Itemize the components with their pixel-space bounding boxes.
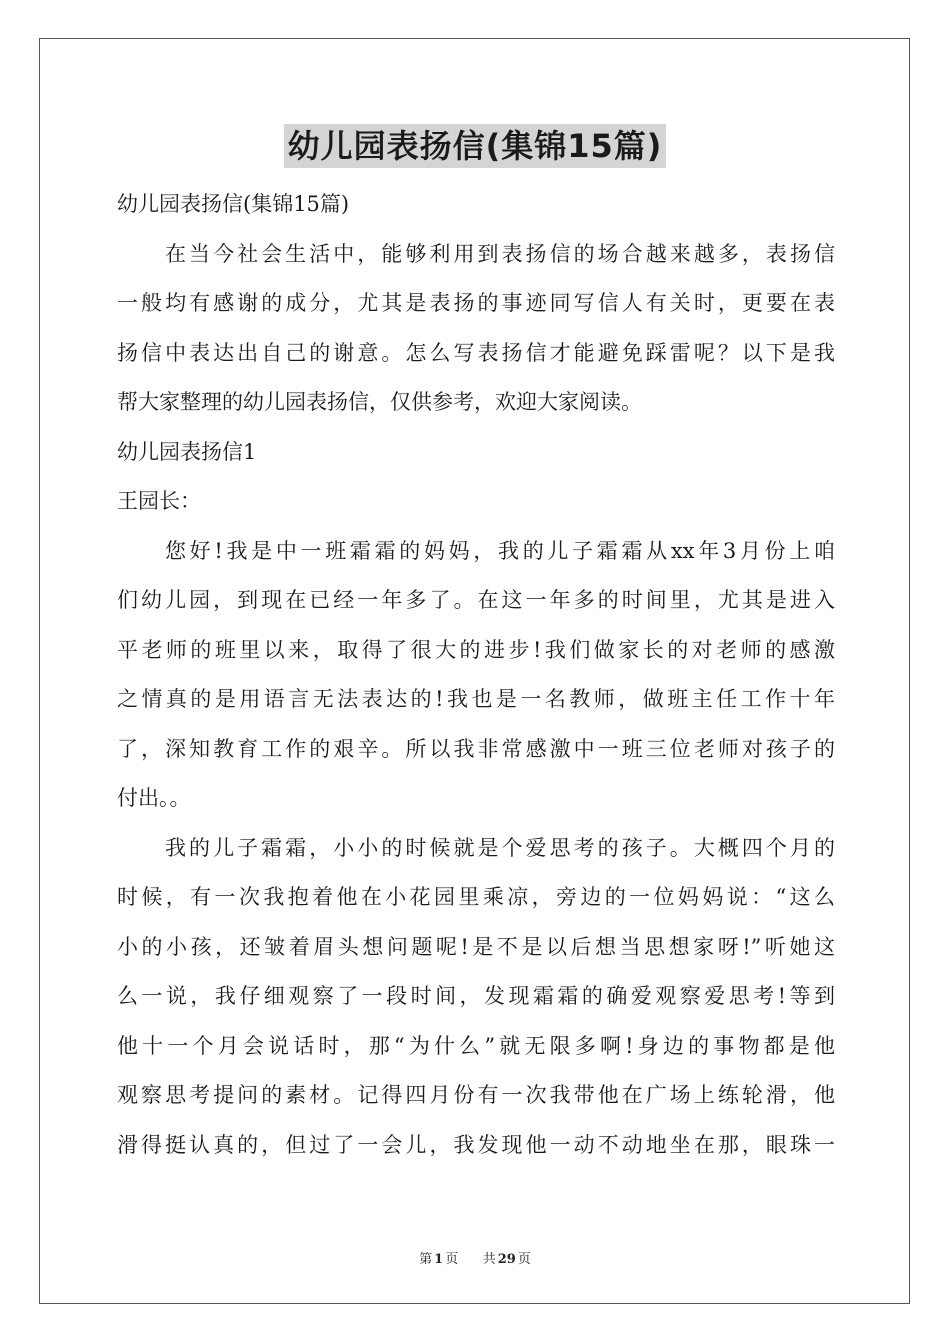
intro-line: 一般均有感谢的成分，尤其是表扬的事迹同写信人有关时，更要在表 (117, 291, 835, 315)
paragraph-line: 平老师的班里以来，取得了很大的进步!我们做家长的对老师的感激 (117, 637, 835, 662)
paragraph-line: 么一说，我仔细观察了一段时间，发现霜霜的确爱观察爱思考!等到 (117, 984, 835, 1008)
paragraph-line: 之情真的是用语言无法表达的!我也是一名教师，做班主任工作十年 (117, 687, 835, 711)
page-suffix: 页 (445, 1252, 459, 1267)
total-suffix: 页 (517, 1252, 531, 1267)
paragraph-line: 我的儿子霜霜，小小的时候就是个爱思考的孩子。大概四个月的 (165, 835, 835, 860)
page-footer (0, 1248, 950, 1267)
body-paragraph-2 (117, 824, 835, 1171)
intro-paragraph (117, 230, 835, 428)
intro-line: 帮大家整理的幼儿园表扬信，仅供参考，欢迎大家阅读。 (117, 390, 642, 414)
total-pages: 29 (497, 1252, 516, 1267)
document-title: 幼儿园表扬信(集锦15篇) (284, 124, 667, 168)
body-paragraph-1 (117, 527, 835, 824)
paragraph-line: 滑得挺认真的，但过了一会儿，我发现他一动不动地坐在那，眼珠一 (117, 1132, 835, 1157)
current-page: 1 (434, 1252, 444, 1267)
paragraph-line: 您好!我是中一班霜霜的妈妈，我的儿子霜霜从xx年3月份上咱 (165, 538, 835, 563)
salutation: 王园长： (117, 489, 201, 513)
intro-line: 扬信中表达出自己的谢意。怎么写表扬信才能避免踩雷呢？以下是我 (117, 340, 835, 365)
paragraph-line: 了，深知教育工作的艰辛。所以我非常感激中一班三位老师对孩子的 (117, 736, 835, 761)
section-heading: 幼儿园表扬信1 (117, 439, 257, 464)
paragraph-line: 小的小孩，还皱着眉头想问题呢!是不是以后想当思想家呀!”听她这 (117, 934, 835, 959)
page-indicator (417, 1252, 460, 1267)
paragraph-line: 他十一个月会说话时，那“为什么”就无限多啊!身边的事物都是他 (117, 1033, 835, 1058)
paragraph-line: 时候，有一次我抱着他在小花园里乘凉，旁边的一位妈妈说：“这么 (117, 885, 835, 909)
paragraph-line: 观察思考提问的素材。记得四月份有一次我带他在广场上练轮滑，他 (117, 1083, 835, 1107)
paragraph-line: 们幼儿园，到现在已经一年多了。在这一年多的时间里，尤其是进入 (117, 588, 835, 612)
paragraph-line: 付出。。 (117, 786, 191, 810)
title-wrap (0, 124, 950, 168)
total-pages-indicator (481, 1252, 533, 1267)
document-body (117, 180, 835, 1170)
total-prefix: 共 (482, 1252, 496, 1267)
document-subtitle: 幼儿园表扬信(集锦15篇) (117, 192, 350, 216)
page-prefix: 第 (419, 1252, 433, 1267)
intro-line: 在当今社会生活中，能够利用到表扬信的场合越来越多，表扬信 (165, 241, 835, 266)
